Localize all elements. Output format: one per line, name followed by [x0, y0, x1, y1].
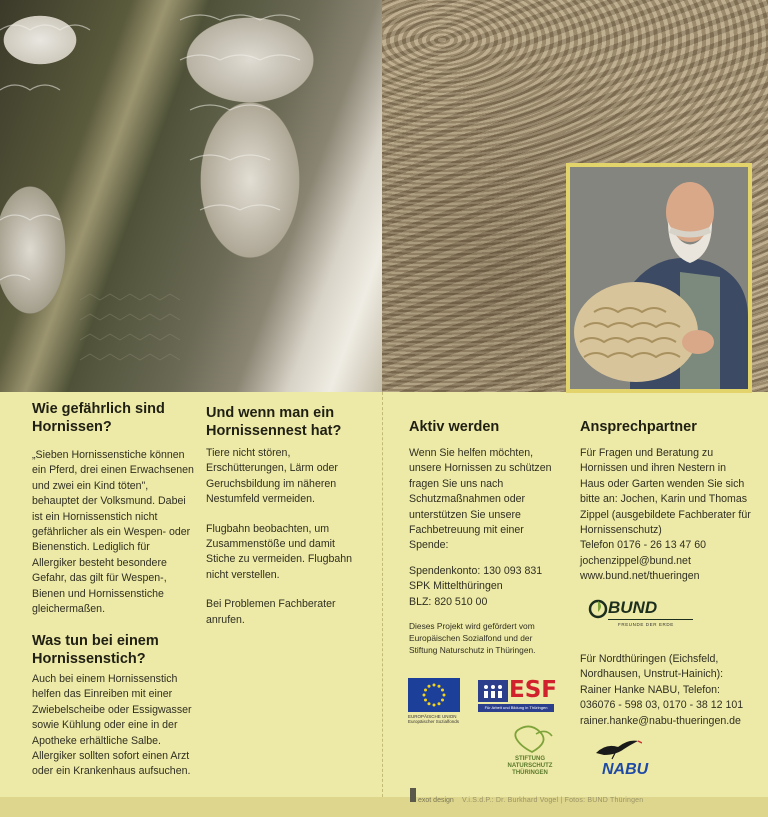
- esf-emblem-icon: [478, 680, 508, 702]
- section-nordthueringen: [580, 652, 752, 729]
- footer-mark: [410, 788, 416, 802]
- contact-phone-2: 036076 - 598 03, 0170 - 38 12 101: [580, 699, 744, 712]
- contact-web-1[interactable]: www.bund.net/thueringen: [580, 570, 700, 583]
- section-danger: [32, 400, 194, 617]
- contact-person-photo: [566, 163, 752, 393]
- contact-phone-1: Telefon 0176 - 26 13 47 60: [580, 539, 707, 552]
- donation-bank: SPK Mittelthüringen: [409, 580, 503, 593]
- text-contacts: Für Fragen und Beratung zu Hornissen und ihren Nestern in Haus oder Garten wenden Sie sich bitte an: Jochen, Karin und Thomas Zippel (ausgebildete Fachberater für Hornissenschutz): [580, 447, 751, 537]
- leaf-heart-icon: [500, 724, 560, 756]
- heading-sting-help: Was tun bei einem Hornissenstich?: [32, 633, 159, 667]
- text-nest-1: Tiere nicht stören, Erschütterungen, Lärm oder Geruchsbildung im näheren Nestumfeld vermeiden.: [206, 447, 338, 506]
- contact-email-2[interactable]: rainer.hanke@nabu-thueringen.de: [580, 714, 741, 727]
- footer-credits: V.i.S.d.P.: Dr. Burkhard Vogel | Fotos: BUND Thüringen: [462, 797, 644, 804]
- funding-note: Dieses Projekt wird gefördert vom Europäischen Sozialfond und der Stiftung Naturschutz in Thüringen.: [409, 621, 536, 655]
- hornet-nest-photo-left: [0, 0, 382, 392]
- stiftung-naturschutz-logo: [500, 724, 560, 784]
- eu-caption: EUROPÄISCHE UNION Europäischer Sozialfonds: [408, 714, 460, 724]
- man-with-nest-illustration: [570, 167, 748, 389]
- bund-emblem-icon: [588, 598, 610, 622]
- nabu-logo: [588, 735, 668, 785]
- esf-caption: Für Arbeit und Bildung in Thüringen: [478, 704, 554, 712]
- text-sting-help: Auch bei einem Hornissenstich helfen das Einreiben mit einer Zwiebelscheibe oder Essigwasser sowie Kühlung oder eine in der Apotheke erhältliche Salbe. Allergiker sollten sofort einen Arzt oder ein Krankenhaus aufsuchen.: [32, 673, 192, 778]
- eu-flag-icon: [408, 678, 460, 712]
- text-nest-2: Flugbahn beobachten, um Zusammenstöße und damit Stiche zu vermeiden. Flugbahn nicht verstellen.: [206, 522, 353, 581]
- donation-account: Spendenkonto: 130 093 831: [409, 564, 543, 577]
- text-nordthueringen: Für Nordthüringen (Eichsfeld, Nordhausen, Unstrut-Hainich): Rainer Hanke NABU, Telefon:: [580, 653, 724, 696]
- stork-icon: [592, 735, 642, 763]
- bund-wordmark: BUND: [608, 598, 658, 617]
- esf-logo: [478, 677, 557, 714]
- funding-note-wrap: [409, 620, 559, 656]
- nest-texture-left: [0, 0, 382, 392]
- stiftung-caption: STIFTUNG NATURSCHUTZ THÜRINGEN: [507, 756, 553, 776]
- section-sting-help: [32, 632, 194, 780]
- bund-tagline: FREUNDE DER ERDE: [618, 622, 674, 627]
- donation-blz: BLZ: 820 510 00: [409, 595, 488, 608]
- footer-design-tag: exot design: [418, 797, 454, 804]
- heading-nest: Und wenn man ein Hornissennest hat?: [206, 405, 342, 439]
- footer-strip: [0, 797, 768, 817]
- section-contacts: [580, 418, 752, 585]
- contact-email-1[interactable]: jochenzippel@bund.net: [580, 554, 691, 567]
- heading-contacts: Ansprechpartner: [580, 419, 697, 435]
- section-active: [409, 418, 559, 610]
- bund-logo: [588, 598, 698, 632]
- text-active: Wenn Sie helfen möchten, unsere Hornissen zu schützen fragen Sie uns nach Schutzmaßnahmen oder unterstützen Sie unsere Fachbetreuung mit einer Spende:: [409, 447, 552, 552]
- text-nest-3: Bei Problemen Fachberater anrufen.: [206, 598, 336, 626]
- esf-wordmark: ESF: [509, 677, 557, 703]
- nabu-wordmark: NABU: [602, 761, 649, 778]
- heading-active: Aktiv werden: [409, 419, 500, 435]
- section-nest: [206, 404, 366, 628]
- text-danger: „Sieben Hornissenstiche können ein Pferd, drei einen Erwachsenen und zwei ein Kind töten", behauptet der Volksmund. Dabei ist ein Hornissenstich nicht gefährlicher als ein Wespen- oder Bienenstich. Lediglich für Allergiker besteht besondere Gefahr, das gilt für Wespen-, Bienen und Hornissenstiche gleichermaßen.: [32, 449, 194, 616]
- heading-danger: Wie gefährlich sind Hornissen?: [32, 401, 165, 435]
- fold-line: [382, 392, 383, 797]
- bund-underline: [608, 619, 693, 620]
